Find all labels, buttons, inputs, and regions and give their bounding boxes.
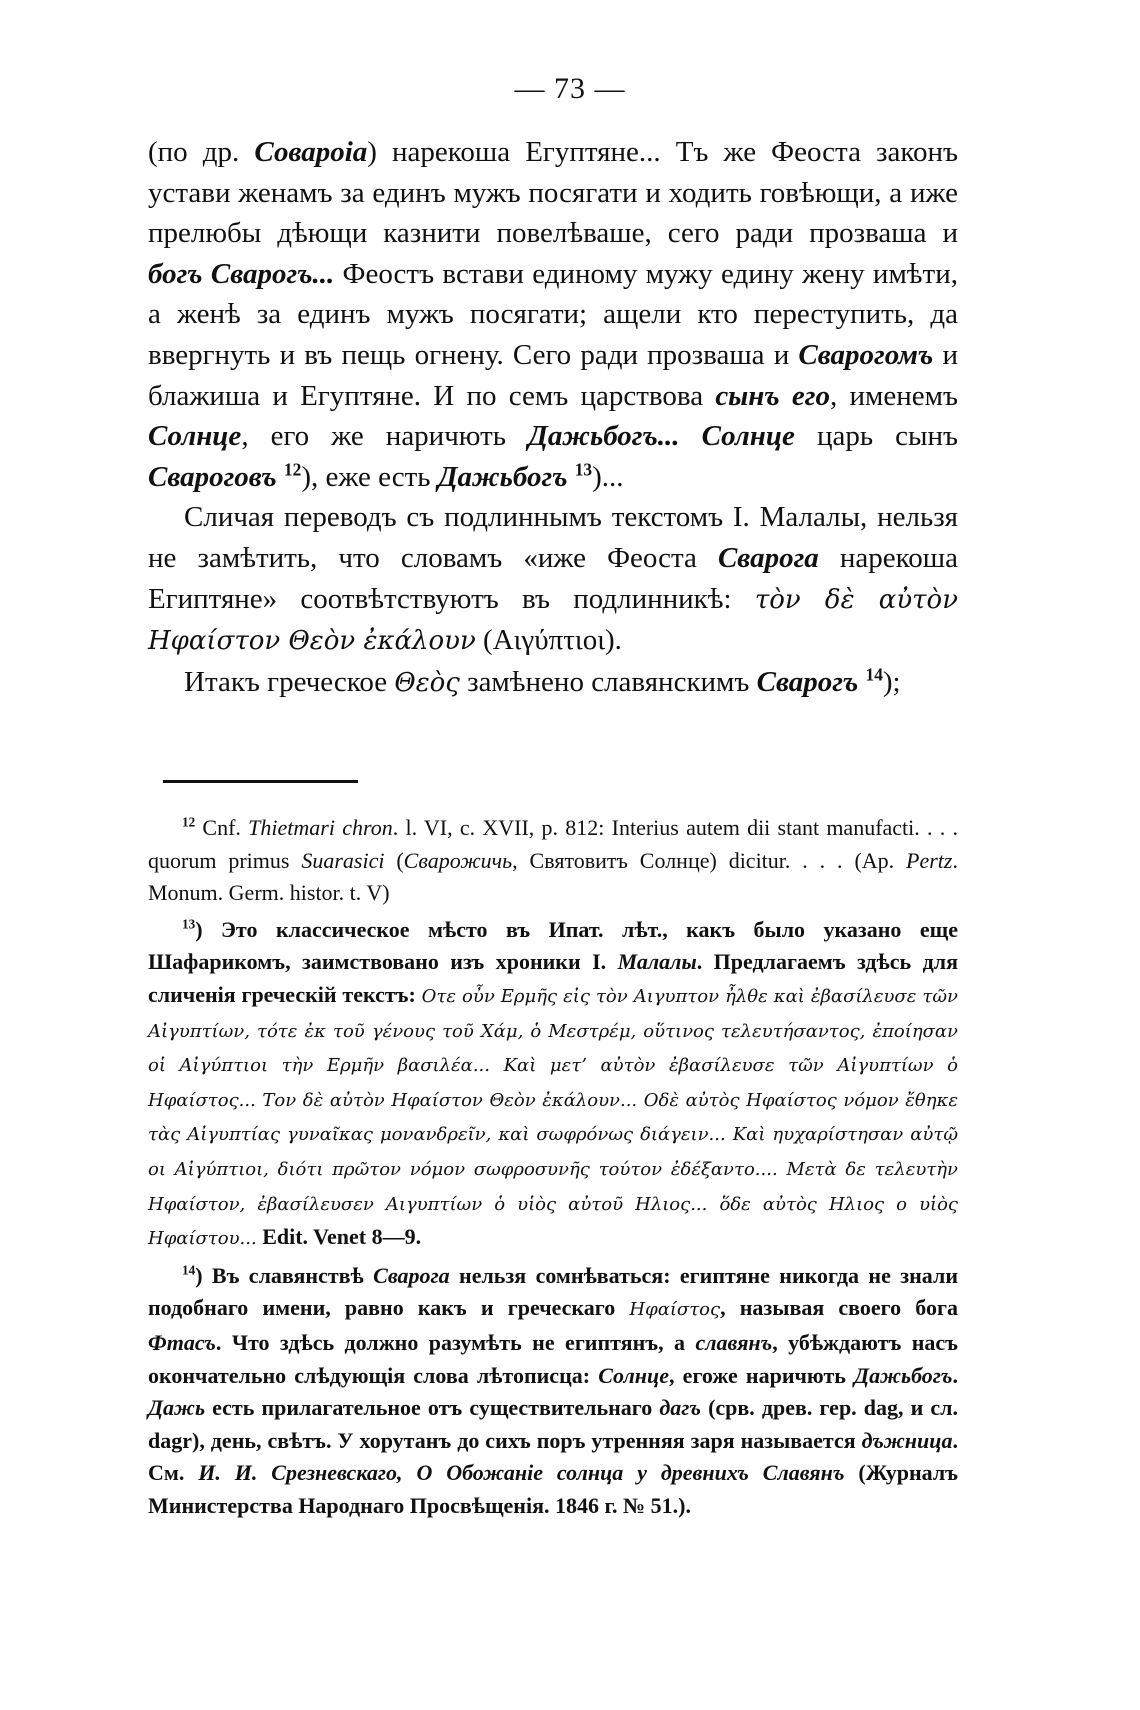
text-run: ) Въ славянствѣ: [195, 1262, 374, 1288]
italic-run: И. И. Срезневскаго, О Обожаніе солнца у древнихъ Славянъ: [198, 1460, 845, 1486]
text-run: . См.: [148, 1427, 958, 1486]
text-run: (Αιγύπτιοι).: [475, 624, 622, 657]
italic-run: Сварога: [717, 541, 819, 574]
footnote-13: [148, 914, 958, 1256]
italic-run: Сварогомъ: [798, 338, 934, 371]
paragraph-2: [148, 497, 958, 661]
text-run: , егоже наричють: [669, 1362, 855, 1388]
italic-run: Солнце: [148, 420, 242, 453]
italic-run: Сварога: [373, 1262, 450, 1288]
text-run: , его же наричють: [241, 420, 529, 453]
text-run: (: [384, 847, 404, 873]
text-run: ) Это классическое мѣсто въ Ипат. лѣт., какъ было указано еще Шафарикомъ, заимствовано изъ хроники І.: [148, 916, 958, 975]
text-run: (срв. древ. гер. dag, и сл. dagr), день, свѣтъ. У хорутанъ до сихъ поръ утренняя заря называется: [148, 1395, 959, 1453]
text-run: . Предлагаемъ здѣсь для сличенія греческій текстъ:: [148, 949, 958, 1007]
footnote-marker: 13: [182, 916, 196, 932]
text-run: );: [882, 665, 901, 698]
text-run: ), еже есть: [301, 460, 438, 493]
footnote-marker: 14: [182, 1262, 196, 1278]
footnote-ref-14[interactable]: 14: [865, 664, 883, 685]
footnote-ref-12[interactable]: 12: [283, 459, 302, 480]
text-run: (Журналъ Министерства Народнаго Просвѣщенія. 1846 г. № 51.).: [148, 1460, 958, 1518]
italic-run: дагъ: [659, 1395, 701, 1421]
italic-run: Thietmari chron: [248, 815, 393, 840]
footnote-ref-13[interactable]: 13: [574, 459, 593, 480]
footnote-14: [148, 1260, 958, 1523]
paragraph-1: [148, 132, 958, 497]
footnotes: [148, 812, 958, 1526]
italic-run: Совароіа: [254, 136, 368, 168]
text-run: Edit. Venet 8—9.: [256, 1224, 422, 1250]
italic-run: дъжница: [861, 1427, 953, 1453]
italic-run: сынъ его: [715, 379, 831, 412]
text-run: есть прилагательное отъ существительнаго: [205, 1395, 660, 1421]
italic-run: славянъ: [695, 1329, 773, 1355]
italic-run: Дажьбогъ: [437, 460, 568, 493]
footnote-separator: [163, 780, 358, 783]
text-run: , называя своего бога: [720, 1295, 958, 1321]
italic-run: Фтасъ: [148, 1329, 216, 1355]
text-run: и блажиша и Егуптяне. И по семъ царствова: [148, 338, 958, 412]
text-run: . l. VI, c. XVII, p. 812: Interius autem dii stant manufacti. . . . quorum primus: [148, 815, 959, 873]
footnote-12: [148, 812, 958, 910]
text-run: нельзя сомнѣваться: египтяне никогда не знали подобнаго имени, равно какъ и греческаго: [148, 1262, 958, 1321]
text-run: (по др.: [148, 136, 255, 168]
text-run: .: [952, 1362, 958, 1388]
text-run: Cnf.: [195, 815, 249, 840]
italic-run: Малалы: [617, 949, 697, 975]
italic-run: Pertz: [906, 847, 953, 873]
italic-run: Suarasici: [301, 847, 385, 873]
text-run: ) нарекоша Егуптяне... Тъ же Феоста законъ устави женамъ за единъ мужъ посягати и ходить говѣющи, а иже прелюбы дѣющи казнити повелѣваше, сего ради прозваша и: [148, 136, 959, 250]
text-run: , Святовитъ Солнце) dicitur. . . . (Ap.: [512, 847, 907, 873]
text-run: царь сынъ: [794, 420, 958, 453]
greek-run: Θεὸς: [394, 667, 460, 698]
italic-run: богъ Сварогъ...: [148, 257, 335, 290]
text-run: Сличая переводъ съ подлиннымъ текстомъ І. Малалы, нельзя не замѣтить, что словамъ «иже Феоста: [148, 501, 958, 574]
greek-run: Οτε οὖν Ερμῆς εἰς τὸν Αιγυπτον ἦλθε καὶ ἐβασίλευσε τῶν Αἰγυπτίων, τότε ἐκ τοῦ γένους τοῦ Χάμ, ὁ Μεστρέμ, οὕτινος τελευτήσαντος, ἐποίησαν οἱ Αἰγύπτιοι τὴν Ερμῆν βασιλέα... Καὶ μετ’ αὐτὸν ἐβασίλευσε τῶν Αἰγυπτίων ὁ Ηφαίστος... Τον δὲ αὐτὸν Ηφαίστον Θεὸν ἐκάλουν... Οδὲ αὐτὸς Ηφαίστος νόμον ἔθηκε τὰς Αἰγυπτίας γυναῖκας μονανδρεῖν, καὶ σωφρόνως διάγειν... Καὶ ηυχαρίστησαν αὐτῷ οι Αἰγύπτιοι, διότι πρῶτον νόμον σωφροσυνῆς τούτον ἐδέξαντο.... Μετὰ δε τελευτὴν Ηφαίστον, ἐβασίλευσεν Αιγυπτίων ὁ υἱὸς αὐτοῦ Ηλιος... ὅδε αὐτὸς Ηλιος ο υἱὸς Ηφαίστου...: [148, 985, 958, 1250]
text-run: Итакъ греческое: [184, 665, 395, 698]
paragraph-3: [148, 662, 958, 704]
italic-run: Сварожичь: [403, 847, 513, 873]
italic-run: Дажь: [148, 1395, 206, 1421]
text-run: , убѣждаютъ насъ окончательно слѣдующія слова лѣтописца:: [148, 1329, 958, 1388]
footnote-marker: 12: [182, 814, 196, 830]
italic-run: Свароговъ: [148, 460, 277, 493]
italic-run: Сварогъ: [756, 665, 859, 698]
italic-run: Солнце: [598, 1362, 670, 1388]
greek-run: Ηφαίστος: [629, 1299, 721, 1321]
text-run: замѣнено славянскимъ: [459, 665, 757, 698]
text-run: нарекоша Египтяне» соотвѣтствуютъ въ подлинникѣ:: [148, 541, 958, 615]
italic-run: Дажьбогъ... Солнце: [528, 420, 795, 453]
main-text: [148, 132, 958, 703]
text-run: )...: [592, 460, 624, 493]
text-run: . Что здѣсь должно разумѣть не египтянъ, а: [215, 1329, 696, 1355]
text-run: Феостъ встави единому мужу едину жену имѣти, а женѣ за единъ мужъ посягати; ащели кто переступить, да ввергнуть и въ пещь огнену. Сего ради прозваша и: [148, 257, 958, 371]
page-number: — 73 —: [514, 72, 626, 105]
text-run: , именемъ: [830, 379, 958, 412]
text-run: . Monum. Germ. histor. t. V): [148, 847, 958, 906]
greek-run: τὸν δὲ αὐτὸν Ηφαίστον Θεὸν ἐκάλουν: [148, 584, 959, 657]
italic-run: Дажьбогъ: [854, 1362, 953, 1388]
